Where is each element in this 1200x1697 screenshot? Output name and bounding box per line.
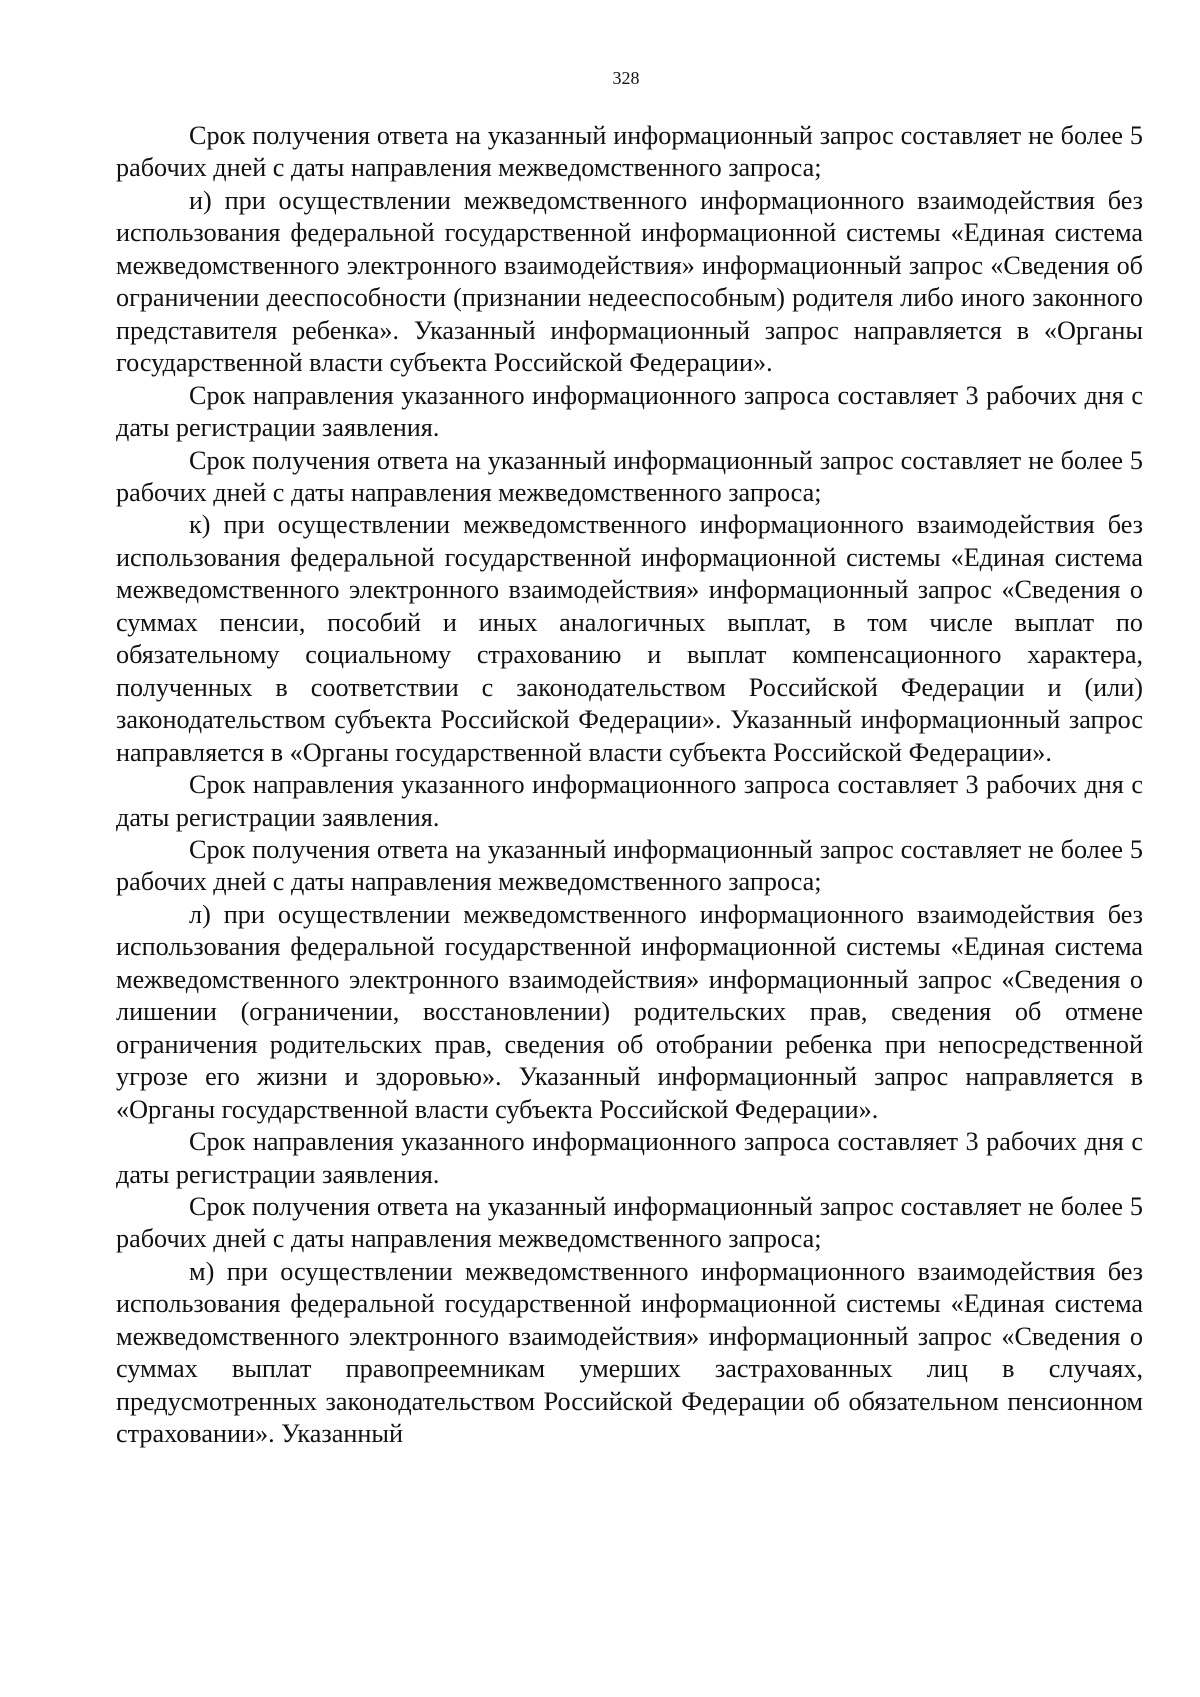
body-text (116, 120, 1143, 1451)
paragraph-send-term: Срок направления указанного информационного запроса составляет 3 рабочих дня с даты регистрации заявления. (116, 770, 1143, 832)
paragraph-item-l: л) при осуществлении межведомственного информационного взаимодействия без использования федеральной государственной информационной системы «Единая система межведомственного электронного взаимодействия» информационный запрос «Сведения о лишении (ограничении, восстановлении) родительских прав, сведения об отмене ограничения родительских прав, сведения об отобрании ребенка при непосредственной угрозе его жизни и здоровью». Указанный информационный запрос направляется в «Органы государственной власти субъекта Российской Федерации». (116, 899, 1143, 1124)
paragraph-response-term: Срок получения ответа на указанный информационный запрос составляет не более 5 рабочих дней с даты направления межведомственного запроса; (116, 1191, 1143, 1254)
paragraph-response-term: Срок получения ответа на указанный информационный запрос составляет не более 5 рабочих дней с даты направления межведомственного запроса; (116, 121, 1143, 183)
paragraph-response-term: Срок получения ответа на указанный информационный запрос составляет не более 5 рабочих дней с даты направления межведомственного запроса; (116, 834, 1143, 897)
paragraph-response-term: Срок получения ответа на указанный информационный запрос составляет не более 5 рабочих дней с даты направления межведомственного запроса; (116, 445, 1143, 507)
paragraph-item-k: к) при осуществлении межведомственного информационного взаимодействия без использования федеральной государственной информационной системы «Единая система межведомственного электронного взаимодействия» информационный запрос «Сведения о суммах пенсии, пособий и иных аналогичных выплат, в том числе выплат по обязательному социальному страхованию и выплат компенсационного характера, полученных в соответствии с законодательством Российской Федерации и (или) законодательством субъекта Российской Федерации». Указанный информационный запрос направляется в «Органы государственной власти субъекта Российской Федерации». (116, 510, 1143, 767)
paragraph-send-term: Срок направления указанного информационного запроса составляет 3 рабочих дня с даты регистрации заявления. (116, 380, 1143, 443)
paragraph-item-i: и) при осуществлении межведомственного информационного взаимодействия без использования федеральной государственной информационной системы «Единая система межведомственного электронного взаимодействия» информационный запрос «Сведения об ограничении дееспособности (признании недееспособным) родителя либо иного законного представителя ребенка». Указанный информационный запрос направляется в «Органы государственной власти субъекта Российской Федерации». (116, 185, 1143, 378)
paragraph-send-term: Срок направления указанного информационного запроса составляет 3 рабочих дня с даты регистрации заявления. (116, 1127, 1143, 1189)
page-number: 328 (612, 68, 640, 88)
paragraph-item-m: м) при осуществлении межведомственного информационного взаимодействия без использования федеральной государственной информационной системы «Единая система межведомственного электронного взаимодействия» информационный запрос «Сведения о суммах выплат правопреемникам умерших застрахованных лиц в случаях, предусмотренных законодательством Российской Федерации об обязательном пенсионном страховании». Указанный (116, 1256, 1143, 1449)
